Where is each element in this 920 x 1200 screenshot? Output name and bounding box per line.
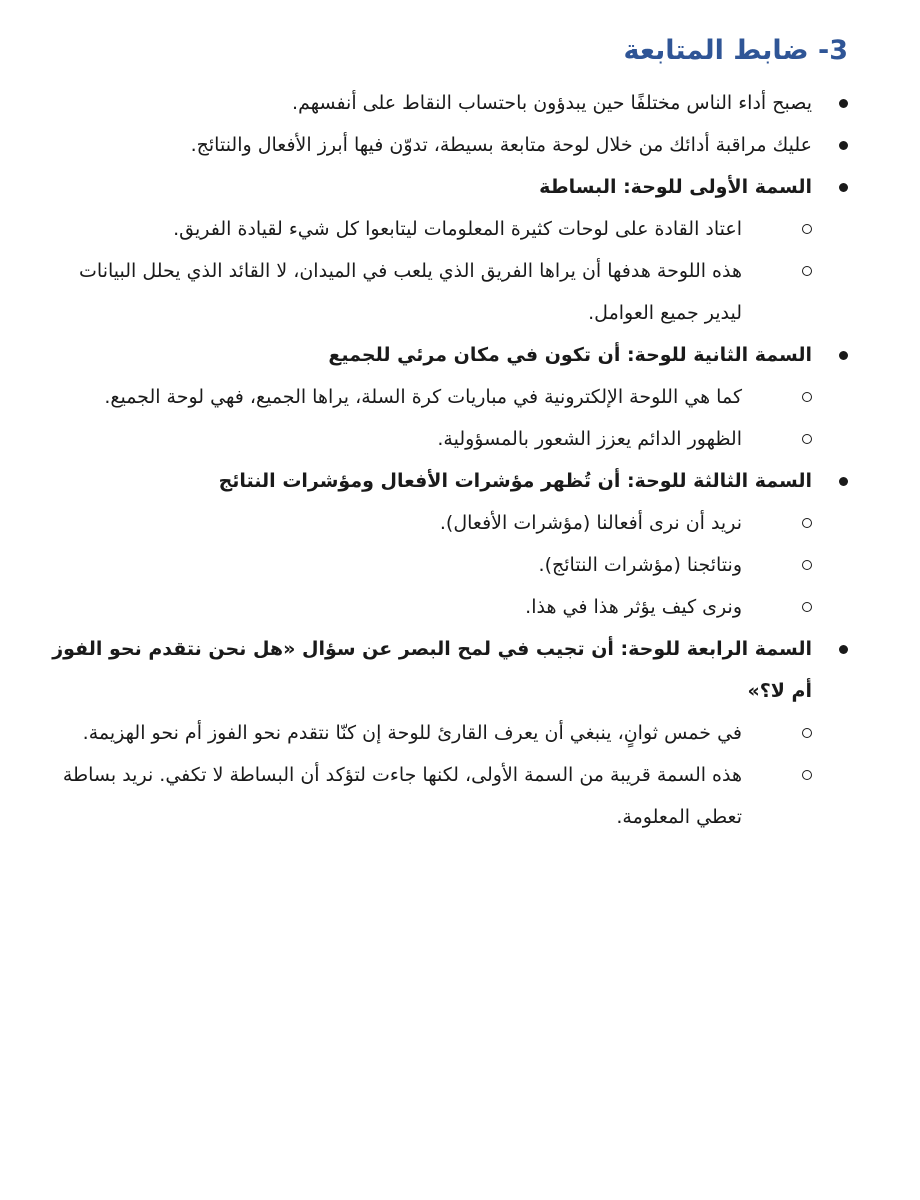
- circle-bullet-icon: [802, 392, 812, 402]
- sub-item-text: ونرى كيف يؤثر هذا في هذا.: [525, 596, 742, 618]
- feature-heading: السمة الثالثة للوحة: أن تُظهر مؤشرات الأفعال ومؤشرات النتائج: [218, 470, 812, 492]
- sub-list: [40, 712, 812, 838]
- sub-item-text: اعتاد القادة على لوحات كثيرة المعلومات ليتابعوا كل شيء لقيادة الفريق.: [173, 218, 742, 240]
- bullet-icon: [839, 99, 848, 108]
- list-item-feature-3: [40, 460, 848, 628]
- main-bullet-list: [40, 82, 848, 838]
- sub-list-item: [40, 376, 812, 418]
- list-item: [40, 124, 848, 166]
- section-heading: 3- ضابط المتابعة: [623, 35, 848, 66]
- sub-list: [40, 208, 812, 334]
- sub-item-text: في خمس ثوانٍ، ينبغي أن يعرف القارئ للوحة إن كنّا نتقدم نحو الفوز أم نحو الهزيمة.: [82, 722, 742, 744]
- sub-item-text: الظهور الدائم يعزز الشعور بالمسؤولية.: [437, 428, 742, 450]
- circle-bullet-icon: [802, 224, 812, 234]
- circle-bullet-icon: [802, 770, 812, 780]
- sub-item-text: كما هي اللوحة الإلكترونية في مباريات كرة السلة، يراها الجميع، فهي لوحة الجميع.: [104, 386, 742, 408]
- list-item-feature-4: [40, 628, 848, 838]
- feature-heading: السمة الأولى للوحة: البساطة: [539, 176, 812, 198]
- sub-list-item: [40, 586, 812, 628]
- list-item-feature-2: [40, 334, 848, 460]
- circle-bullet-icon: [802, 266, 812, 276]
- sub-list-item: [40, 250, 812, 334]
- sub-list-item: [40, 754, 812, 838]
- sub-list: [40, 376, 812, 460]
- bullet-icon: [839, 141, 848, 150]
- list-item-text: يصبح أداء الناس مختلفًا حين يبدؤون باحتساب النقاط على أنفسهم.: [292, 92, 812, 114]
- sub-item-text: نريد أن نرى أفعالنا (مؤشرات الأفعال).: [439, 512, 742, 534]
- sub-list-item: [40, 712, 812, 754]
- sub-list-item: [40, 208, 812, 250]
- list-item-text: عليك مراقبة أدائك من خلال لوحة متابعة بسيطة، تدوّن فيها أبرز الأفعال والنتائج.: [190, 134, 812, 156]
- circle-bullet-icon: [802, 728, 812, 738]
- sub-list: [40, 502, 812, 628]
- bullet-icon: [839, 477, 848, 486]
- sub-list-item: [40, 502, 812, 544]
- circle-bullet-icon: [802, 602, 812, 612]
- bullet-icon: [839, 183, 848, 192]
- bullet-icon: [839, 645, 848, 654]
- circle-bullet-icon: [802, 518, 812, 528]
- list-item-feature-1: [40, 166, 848, 334]
- sub-item-text: هذه اللوحة هدفها أن يراها الفريق الذي يلعب في الميدان، لا القائد الذي يحلل البيانات ليدير جميع العوامل.: [79, 260, 742, 324]
- sub-item-text: ونتائجنا (مؤشرات النتائج).: [538, 554, 742, 576]
- circle-bullet-icon: [802, 434, 812, 444]
- list-item: [40, 82, 848, 124]
- feature-heading: السمة الثانية للوحة: أن تكون في مكان مرئي للجميع: [328, 344, 812, 366]
- sub-item-text: هذه السمة قريبة من السمة الأولى، لكنها جاءت لتؤكد أن البساطة لا تكفي. نريد بساطة تعطي المعلومة.: [62, 764, 742, 828]
- sub-list-item: [40, 418, 812, 460]
- sub-list-item: [40, 544, 812, 586]
- bullet-icon: [839, 351, 848, 360]
- circle-bullet-icon: [802, 560, 812, 570]
- feature-heading: السمة الرابعة للوحة: أن تجيب في لمح البصر عن سؤال «هل نحن نتقدم نحو الفوز أم لا؟»: [52, 638, 812, 702]
